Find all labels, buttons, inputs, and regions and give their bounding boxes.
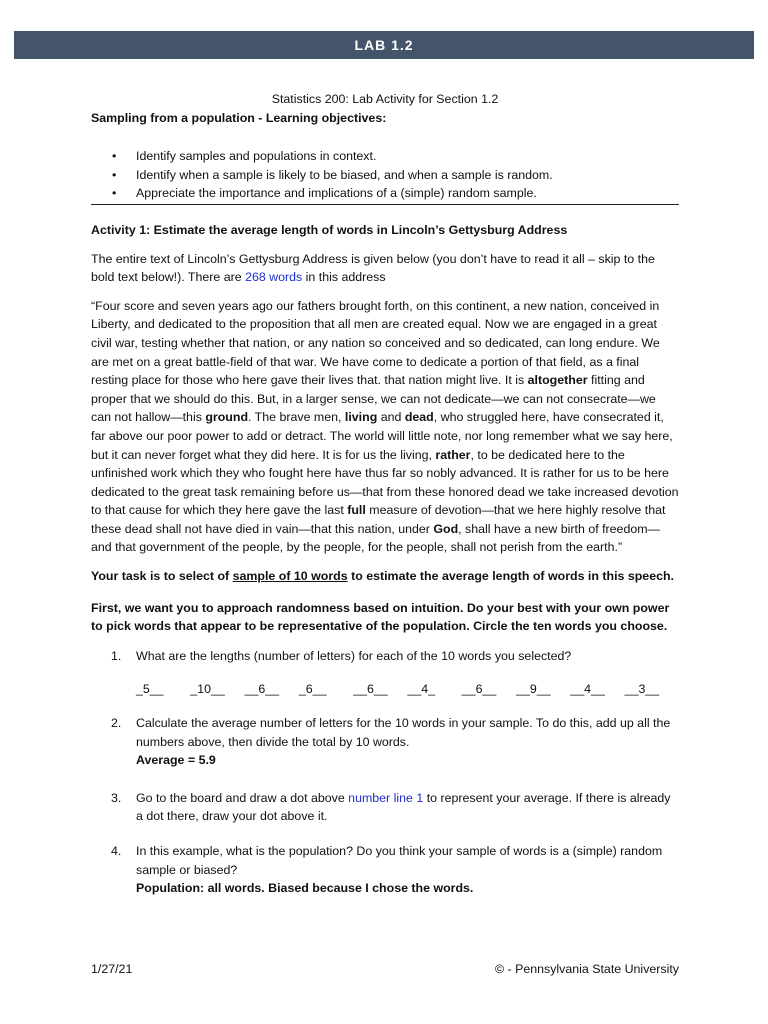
question-item: [91, 647, 679, 666]
question-text-end: to represent your average. If there is already a dot there, draw your dot above it.: [136, 790, 671, 824]
address-text: “Four score and seven years ago our fathers brought forth, on this continent, a new nation, conceived in Liberty, and dedicated to the proposition that all men are created equal. Now we are engaged in a great civil war, testing whether that nation, or any nation so conceived and so dedicated, can long endure. We are met on a great battle-field of that war. We have come to dedicate a portion of that field, as a final resting place for those who here gave their lives that. that nation might live. It is: [91, 298, 660, 388]
bold-word: altogether: [527, 373, 588, 388]
document-body: [91, 90, 679, 898]
bold-word: rather: [435, 447, 471, 462]
question-list: [91, 647, 679, 666]
word-count-highlight: 268 words: [245, 270, 303, 285]
intro-text-end: in this address: [302, 270, 386, 285]
objective-item: • Identify samples and populations in context.: [91, 147, 679, 166]
question-item: [91, 789, 679, 826]
question-item: [91, 714, 679, 770]
address-text: measure of devotion—that we here highly resolve that these dead shall not have died in vain—that this nation, under: [91, 503, 666, 536]
word-length-value: _5__: [136, 682, 164, 697]
question-text: Go to the board and draw a dot above: [136, 790, 349, 805]
question-number: 4.: [111, 844, 122, 858]
word-length-value: _10__: [190, 682, 225, 697]
page-heading: Statistics 200: Lab Activity for Section 1.2: [271, 92, 499, 106]
word-length-value: __6__: [461, 682, 497, 697]
word-length-value: __4_: [407, 682, 436, 697]
question-text: In this example, what is the population? Do you think your sample of words is a (simple) random sample or biased?: [136, 844, 663, 877]
question-list: [91, 714, 679, 898]
intuition-instructions: First, we want you to approach randomness based on intuition. Do your best with your own power to pick words that appear to be representative of the population. Circle the ten words you choose.: [91, 600, 670, 634]
question-item: [91, 842, 679, 898]
address-text: fitting and proper that we should do this. But, in a larger sense, we can not dedicate—we can not consecrate—we can not hallow—this: [91, 373, 656, 425]
number-line-link[interactable]: number line 1: [348, 790, 424, 805]
objective-item: • Identify when a sample is likely to be biased, and when a sample is random.: [91, 166, 679, 185]
average-answer: Average = 5.9: [136, 753, 216, 768]
bold-word: dead: [404, 410, 434, 425]
task-statement: [91, 567, 679, 586]
word-length-answers: [91, 680, 679, 699]
objective-item: • Appreciate the importance and implications of a (simple) random sample.: [91, 184, 679, 203]
question-text: Calculate the average number of letters for the 10 words in your sample. To do this, add up all the numbers above, then divide the total by 10 words.: [136, 716, 671, 749]
page-footer: [91, 960, 679, 979]
bold-word: full: [347, 503, 366, 518]
question-number: 3.: [111, 790, 122, 805]
task-text: Your task is to select of: [91, 569, 233, 584]
bold-word: ground: [205, 410, 249, 425]
address-text: and: [377, 410, 405, 425]
bold-word: God: [433, 521, 459, 536]
footer-date: 1/27/21: [91, 962, 133, 976]
address-text: , to be dedicated here to the unfinished work which they who fought here have thus far so nobly advanced. It is rather for us to be here dedicated to the great task remaining before us—that from these honored dead we take increased devotion to that cause for which they here gave the last: [91, 447, 679, 518]
word-length-value: __6__: [244, 682, 280, 697]
objectives-list: [91, 147, 679, 205]
activity-title: Activity 1: Estimate the average length of words in Lincoln’s Gettysburg Address: [91, 222, 568, 237]
intro-text: The entire text of Lincoln’s Gettysburg Address is given below (you don’t have to read it all – skip to the bold text below!). There are: [91, 251, 655, 285]
word-length-value: __6__: [353, 682, 388, 697]
task-underlined: sample of 10 words: [232, 569, 348, 584]
intro-paragraph: [91, 250, 679, 287]
word-length-value: __9__: [516, 682, 551, 697]
population-answer: Population: all words. Biased because I chose the words.: [136, 881, 474, 896]
word-length-value: __4__: [570, 682, 605, 697]
lab-banner: LAB 1.2: [14, 31, 754, 59]
gettysburg-address: [91, 297, 679, 557]
question-number: 1.: [111, 648, 122, 663]
word-length-value: __3__: [624, 682, 660, 697]
objectives-title: Sampling from a population - Learning objectives:: [91, 110, 387, 125]
footer-copyright: © - Pennsylvania State University: [494, 962, 679, 976]
question-text: What are the lengths (number of letters) for each of the 10 words you selected?: [136, 648, 572, 663]
address-text: , shall have a new birth of freedom—and that government of the people, by the people, for the people, shall not perish from the earth.”: [91, 521, 660, 555]
word-length-value: _6__: [298, 682, 327, 697]
bold-word: living: [344, 410, 378, 425]
question-number: 2.: [111, 716, 122, 731]
address-text: , who struggled here, have consecrated it, far above our poor power to add or detract. The world will little note, nor long remember what we say here, but it can never forget what they did here. It is for us the living,: [91, 410, 673, 462]
task-text-end: to estimate the average length of words in this speech.: [347, 569, 674, 584]
address-text: . The brave men,: [248, 410, 345, 425]
